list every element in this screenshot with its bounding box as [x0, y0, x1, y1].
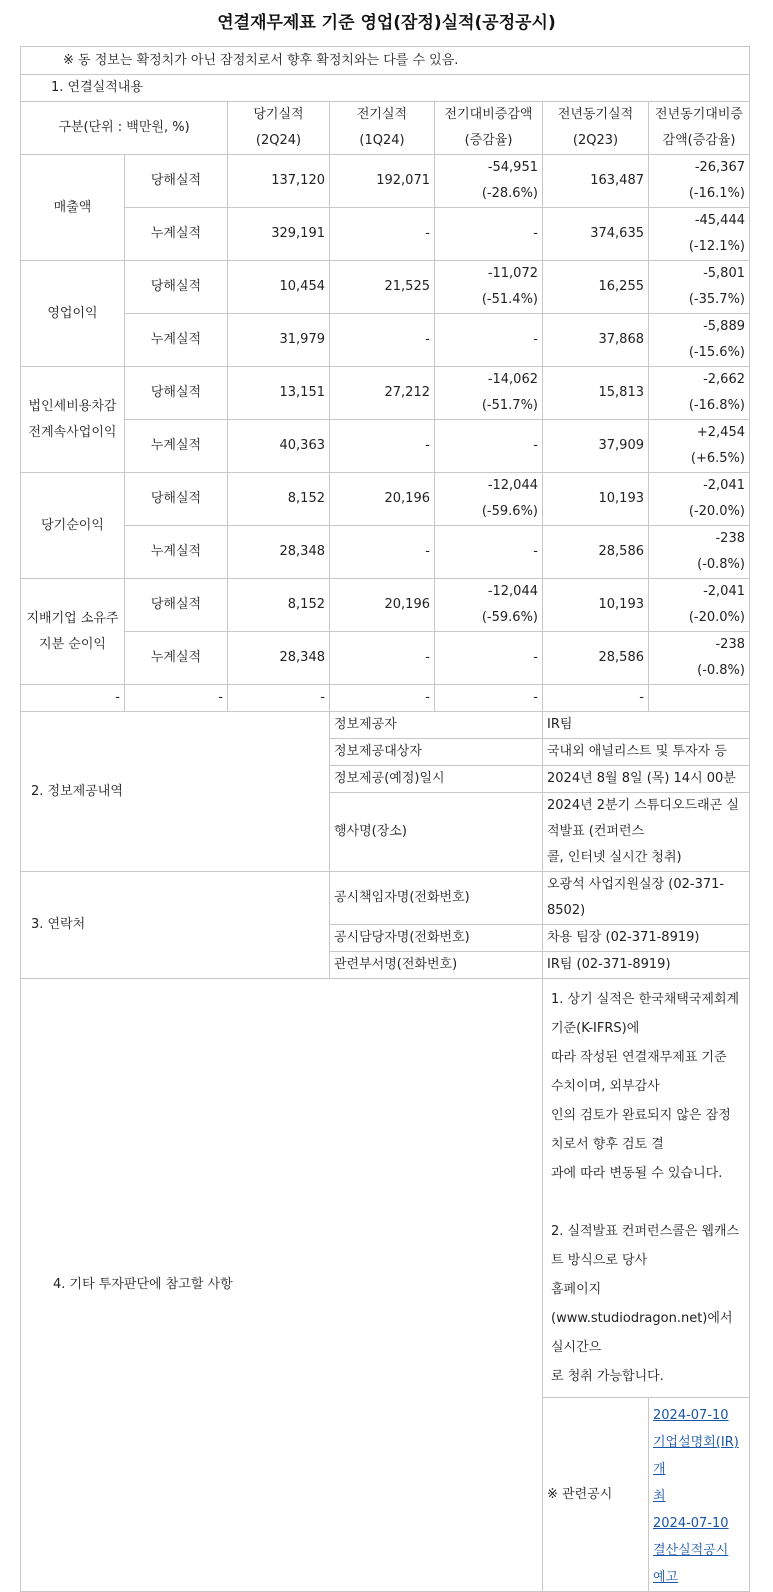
table-row: [21, 208, 750, 261]
cell-previous: 20,196: [330, 473, 435, 526]
cell-yoy: -5,801 (-35.7%): [649, 261, 750, 314]
row-item-operating-income: 영업이익: [21, 261, 125, 367]
cell-yoy: +2,454 (+6.5%): [649, 420, 750, 473]
row-item-net-income: 당기순이익: [21, 473, 125, 579]
row-item-revenue: 매출액: [21, 155, 125, 261]
cell-previous: -: [330, 208, 435, 261]
cell-yoy-base: 37,868: [543, 314, 649, 367]
row-type: 당해실적: [125, 579, 228, 632]
table-row: [21, 420, 750, 473]
empty-cell: -: [330, 685, 435, 712]
row-item-pretax-income: 법인세비용차감 전계속사업이익: [21, 367, 125, 473]
row-type: 당해실적: [125, 367, 228, 420]
cell-previous: 21,525: [330, 261, 435, 314]
resp-value: 오광석 사업지원실장 (02-371-8502): [543, 872, 750, 925]
table-row: [21, 155, 750, 208]
dept-label: 관련부서명(전화번호): [330, 952, 543, 979]
cell-current: 31,979: [228, 314, 330, 367]
header-category: 구분(단위 : 백만원, %): [21, 102, 228, 155]
header-qoq: 전기대비증감액 (증감율): [435, 102, 543, 155]
table-row: [21, 579, 750, 632]
cell-qoq: -: [435, 632, 543, 685]
table-row: [21, 473, 750, 526]
notice-text: ※ 동 정보는 확정치가 아닌 잠정치로서 향후 확정치와는 다를 수 있음.: [21, 47, 750, 75]
cell-current: 8,152: [228, 579, 330, 632]
page-title: 연결재무제표 기준 영업(잠정)실적(공정공시): [217, 13, 556, 33]
header-current: 당기실적 (2Q24): [228, 102, 330, 155]
dept-value: IR팀 (02-371-8919): [543, 952, 750, 979]
cell-yoy: -2,041 (-20.0%): [649, 473, 750, 526]
related-disclosure-label: ※ 관련공시: [543, 1398, 649, 1592]
cell-current: 10,454: [228, 261, 330, 314]
cell-yoy-base: 10,193: [543, 579, 649, 632]
staff-label: 공시담당자명(전화번호): [330, 925, 543, 952]
row-type: 누계실적: [125, 208, 228, 261]
cell-yoy-base: 10,193: [543, 473, 649, 526]
date-label: 정보제공(예정)일시: [330, 766, 543, 793]
provider-label: 정보제공자: [330, 712, 543, 739]
empty-cell: -: [125, 685, 228, 712]
cell-qoq: -: [435, 208, 543, 261]
cell-current: 13,151: [228, 367, 330, 420]
row-type: 당해실적: [125, 155, 228, 208]
cell-current: 28,348: [228, 632, 330, 685]
cell-yoy-base: 163,487: [543, 155, 649, 208]
provider-value: IR팀: [543, 712, 750, 739]
row-type: 누계실적: [125, 420, 228, 473]
empty-cell: -: [228, 685, 330, 712]
cell-current: 28,348: [228, 526, 330, 579]
cell-yoy-base: 28,586: [543, 632, 649, 685]
empty-cell: -: [435, 685, 543, 712]
cell-previous: -: [330, 526, 435, 579]
cell-previous: 27,212: [330, 367, 435, 420]
cell-yoy-base: 37,909: [543, 420, 649, 473]
cell-qoq: -14,062 (-51.7%): [435, 367, 543, 420]
section-1-title: 1. 연결실적내용: [21, 75, 750, 102]
row-type: 누계실적: [125, 314, 228, 367]
cell-current: 329,191: [228, 208, 330, 261]
cell-yoy: -238 (-0.8%): [649, 632, 750, 685]
event-label: 행사명(장소): [330, 793, 543, 872]
row-type: 누계실적: [125, 526, 228, 579]
cell-qoq: -: [435, 420, 543, 473]
cell-yoy: -2,662 (-16.8%): [649, 367, 750, 420]
cell-qoq: -12,044 (-59.6%): [435, 579, 543, 632]
header-yoy-base: 전년동기실적 (2Q23): [543, 102, 649, 155]
event-value: 2024년 2분기 스튜디오드래곤 실적발표 (컨퍼런스 콜, 인터넷 실시간 청취): [543, 793, 750, 872]
cell-qoq: -11,072 (-51.4%): [435, 261, 543, 314]
target-value: 국내외 애널리스트 및 투자자 등: [543, 739, 750, 766]
cell-yoy-base: 15,813: [543, 367, 649, 420]
cell-qoq: -12,044 (-59.6%): [435, 473, 543, 526]
disclosure-table: [20, 46, 750, 1592]
cell-previous: -: [330, 420, 435, 473]
empty-cell: -: [543, 685, 649, 712]
cell-yoy-base: 28,586: [543, 526, 649, 579]
date-value: 2024년 8월 8일 (목) 14시 00분: [543, 766, 750, 793]
cell-yoy-base: 374,635: [543, 208, 649, 261]
row-item-controlling-net-income: 지배기업 소유주 지분 순이익: [21, 579, 125, 685]
link-earnings-notice[interactable]: 2024-07-10 결산실적공시 예고: [653, 1516, 729, 1585]
table-row: [21, 314, 750, 367]
row-type: 당해실적: [125, 473, 228, 526]
cell-yoy: -26,367 (-16.1%): [649, 155, 750, 208]
table-row: [21, 261, 750, 314]
cell-qoq: -: [435, 314, 543, 367]
section-4-label: 4. 기타 투자판단에 참고할 사항: [21, 979, 543, 1592]
cell-yoy: -5,889 (-15.6%): [649, 314, 750, 367]
link-ir-meeting[interactable]: 2024-07-10 기업설명회(IR) 개 최: [653, 1408, 739, 1504]
header-previous: 전기실적 (1Q24): [330, 102, 435, 155]
empty-cell: [649, 685, 750, 712]
row-type: 당해실적: [125, 261, 228, 314]
table-row: [21, 367, 750, 420]
row-type: 누계실적: [125, 632, 228, 685]
cell-yoy: -238 (-0.8%): [649, 526, 750, 579]
cell-previous: 192,071: [330, 155, 435, 208]
cell-previous: -: [330, 632, 435, 685]
header-yoy: 전년동기대비증 감액(증감율): [649, 102, 750, 155]
cell-yoy: -45,444 (-12.1%): [649, 208, 750, 261]
cell-yoy: -2,041 (-20.0%): [649, 579, 750, 632]
cell-current: 8,152: [228, 473, 330, 526]
cell-yoy-base: 16,255: [543, 261, 649, 314]
cell-qoq: -54,951 (-28.6%): [435, 155, 543, 208]
section-2-label: 2. 정보제공내역: [21, 712, 330, 872]
resp-label: 공시책임자명(전화번호): [330, 872, 543, 925]
target-label: 정보제공대상자: [330, 739, 543, 766]
empty-cell: -: [21, 685, 125, 712]
table-row: [21, 632, 750, 685]
related-links: [649, 1398, 750, 1592]
cell-qoq: -: [435, 526, 543, 579]
cell-current: 137,120: [228, 155, 330, 208]
table-row: [21, 526, 750, 579]
staff-value: 차용 팀장 (02-371-8919): [543, 925, 750, 952]
section-4-notes: 1. 상기 실적은 한국채택국제회계기준(K-IFRS)에 따라 작성된 연결재무제표 기준 수치이며, 외부감사 인의 검토가 완료되지 않은 잠정치로서 향후 검토 결 과에 따라 변동될 수 있습니다. 2. 실적발표 컨퍼런스콜은 웹캐스트 방식으로 당사 홈페이지(www.studiodragon.net)에서 실시간으 로 청취 가능합니다.: [543, 979, 750, 1398]
empty-row: [21, 685, 750, 712]
cell-current: 40,363: [228, 420, 330, 473]
section-3-label: 3. 연락처: [21, 872, 330, 979]
cell-previous: -: [330, 314, 435, 367]
cell-previous: 20,196: [330, 579, 435, 632]
